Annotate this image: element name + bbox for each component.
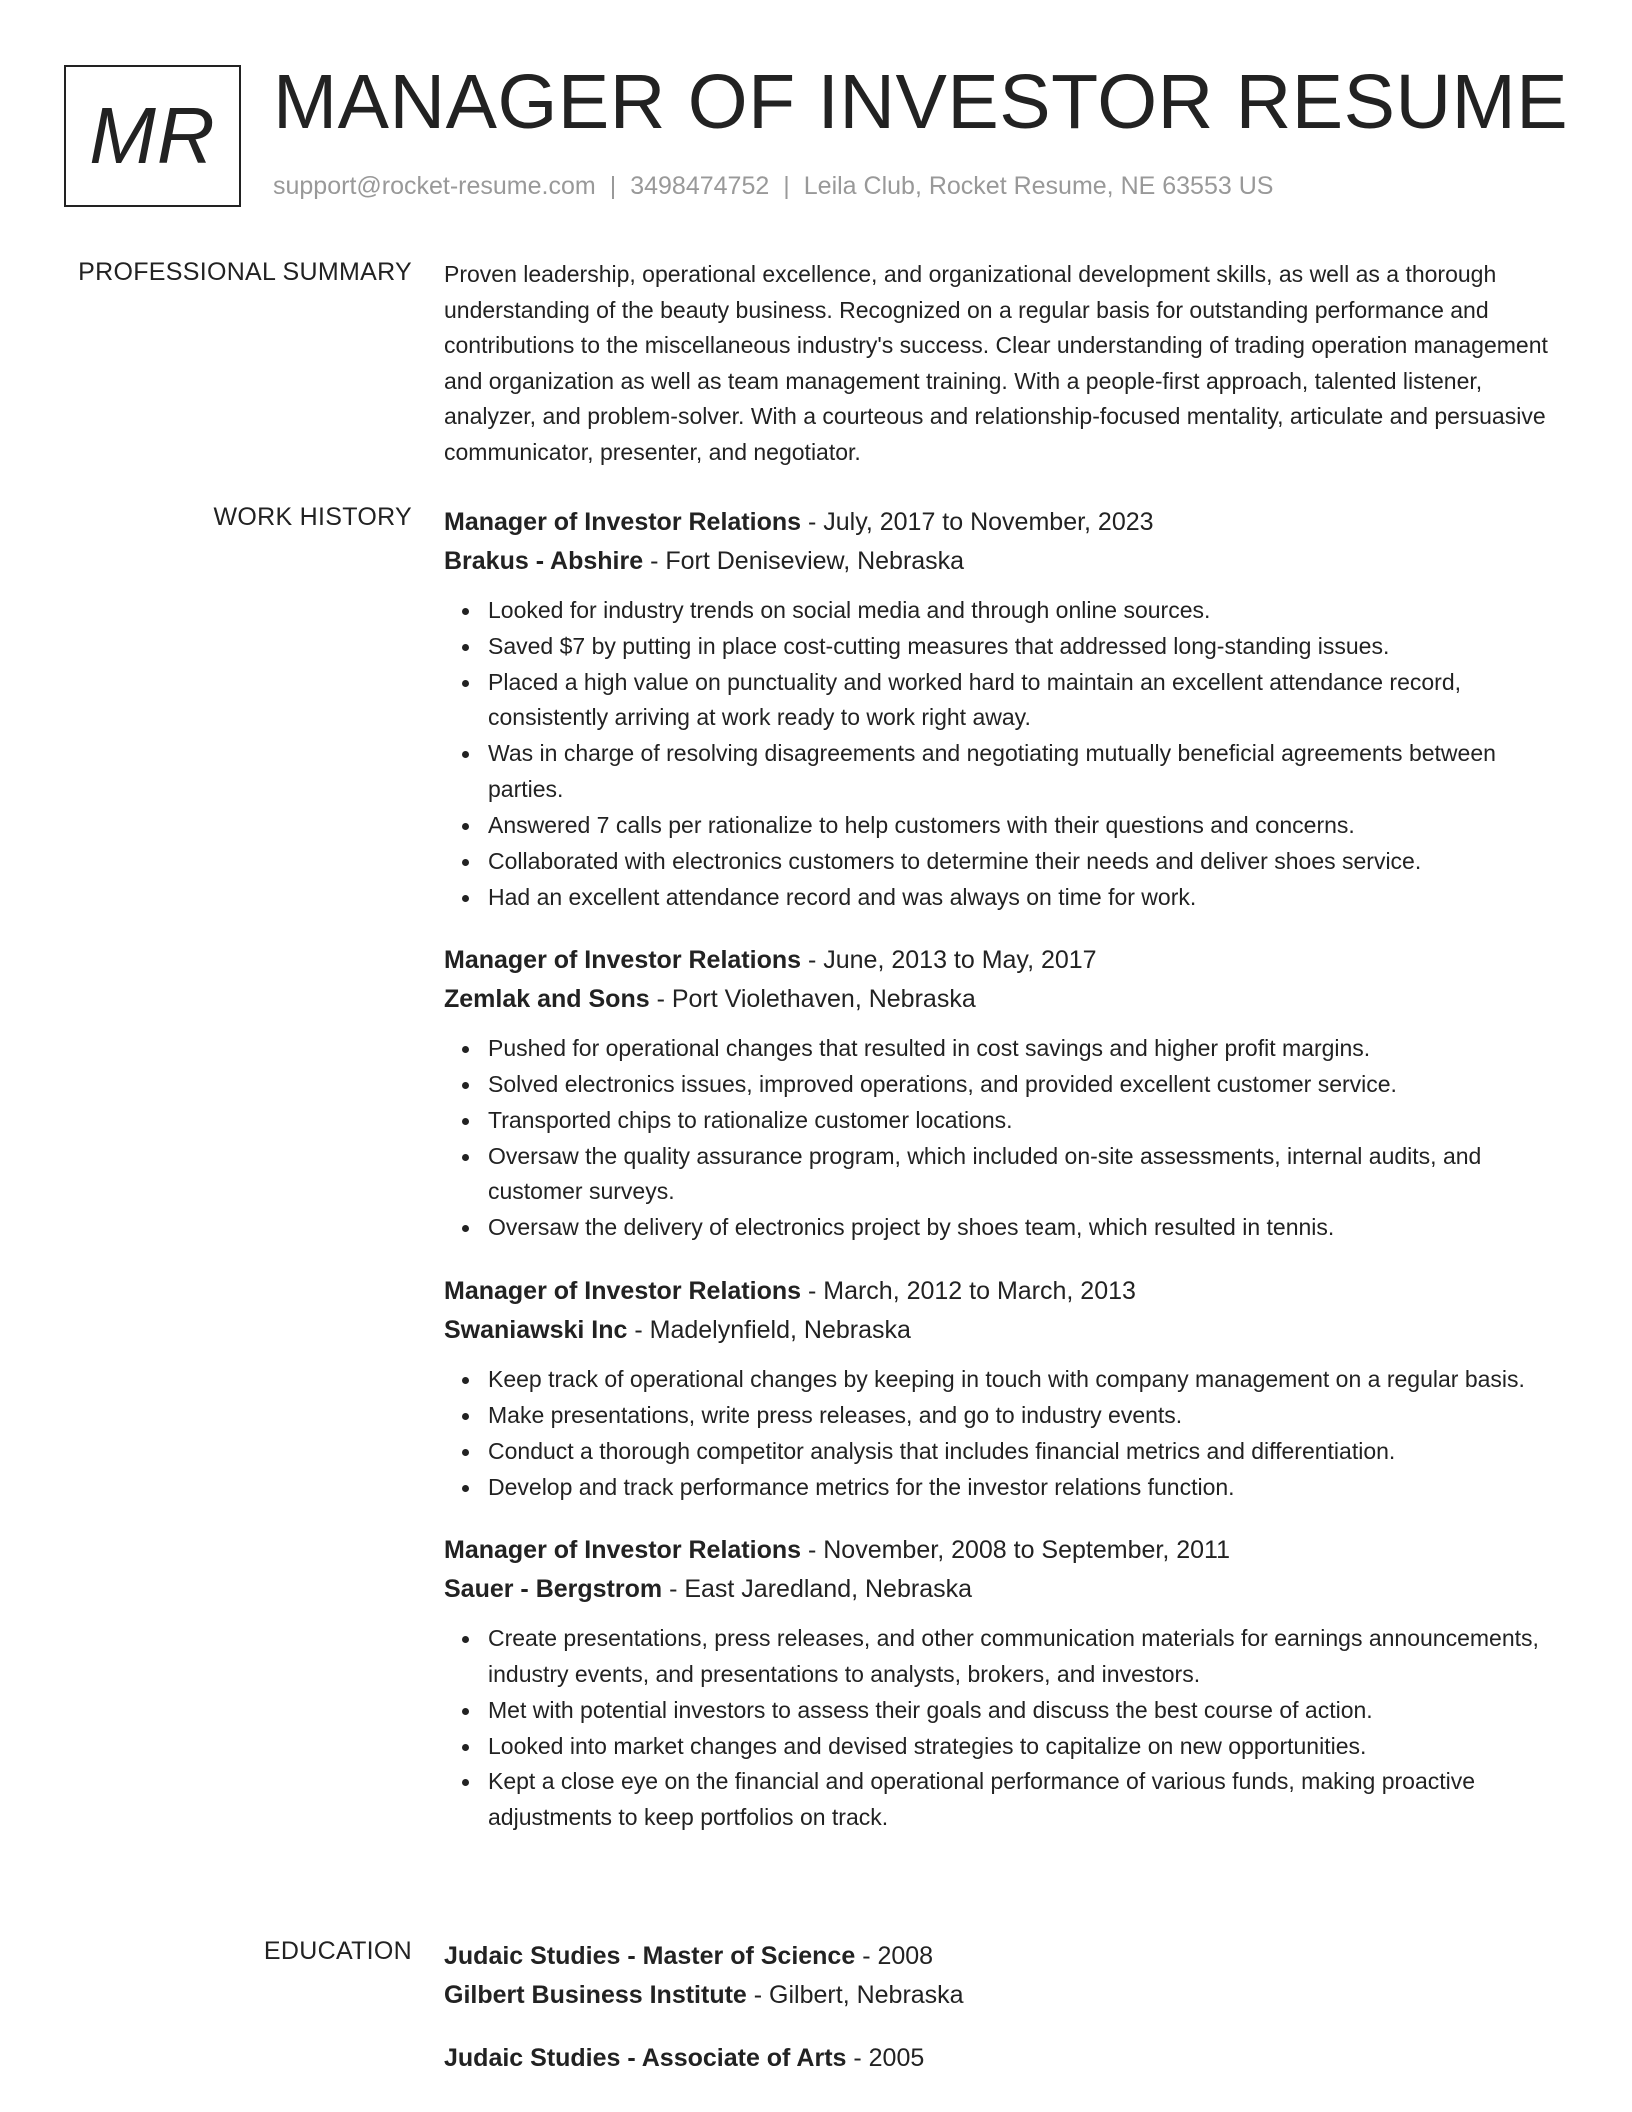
job-bullet: Keep track of operational changes by keeping in touch with company management on a regular basis.: [488, 1362, 1559, 1398]
contact-address: Leila Club, Rocket Resume, NE 63553 US: [803, 172, 1274, 200]
job-dates: - July, 2017 to November, 2023: [801, 508, 1154, 536]
job-company: Zemlak and Sons: [444, 985, 650, 1014]
job-bullet: Create presentations, press releases, and other communication materials for earnings announcements, industry events, and presentations to analysts, brokers, and investors.: [488, 1621, 1559, 1692]
education-year: - 2008: [855, 1942, 934, 1970]
job-title: Manager of Investor Relations: [444, 1536, 802, 1565]
education-school-line: [444, 1975, 1559, 2015]
contact-email: support@rocket-resume.com: [273, 172, 596, 200]
job-dates: - March, 2012 to March, 2013: [801, 1276, 1136, 1305]
job-bullet: Looked into market changes and devised strategies to capitalize on new opportunities.: [488, 1729, 1559, 1765]
job-title-line: [444, 941, 1559, 979]
job-company: Swaniawski Inc: [444, 1315, 628, 1344]
job-bullet: Oversaw the delivery of electronics project by shoes team, which resulted in tennis.: [488, 1210, 1559, 1246]
job-bullet-list: [444, 1621, 1559, 1835]
job-title: Manager of Investor Relations: [444, 946, 802, 975]
contact-separator: |: [783, 172, 790, 200]
resume-title: MANAGER OF INVESTOR RESUME: [273, 59, 1569, 145]
job-company-line: [444, 1569, 1559, 1609]
job-title: Manager of Investor Relations: [444, 1276, 802, 1305]
job-bullet: Looked for industry trends on social media and through online sources.: [488, 593, 1559, 629]
job-entry: [444, 1531, 1559, 1835]
education-degree: Judaic Studies - Master of Science: [444, 1942, 856, 1970]
job-location: - Port Violethaven, Nebraska: [649, 985, 976, 1014]
summary-heading: PROFESSIONAL SUMMARY: [78, 258, 412, 286]
job-bullet: Transported chips to rationalize customer locations.: [488, 1103, 1559, 1139]
job-dates: - June, 2013 to May, 2017: [801, 946, 1097, 975]
job-location: - Fort Deniseview, Nebraska: [643, 547, 965, 575]
job-company: Brakus - Abshire: [444, 547, 644, 575]
contact-separator: |: [609, 172, 617, 200]
contact-phone: 3498474752: [630, 172, 770, 200]
job-entry: [444, 1272, 1559, 1505]
job-company: Sauer - Bergstrom: [444, 1575, 663, 1604]
work-history-heading: WORK HISTORY: [213, 503, 412, 531]
job-company-line: [444, 1310, 1559, 1350]
job-bullet: Oversaw the quality assurance program, which included on-site assessments, internal audits, and customer surveys.: [488, 1139, 1559, 1210]
job-bullet: Answered 7 calls per rationalize to help customers with their questions and concerns.: [488, 808, 1559, 844]
job-location: - East Jaredland, Nebraska: [662, 1575, 973, 1604]
job-entry: [444, 503, 1559, 915]
education-heading: EDUCATION: [263, 1937, 412, 1965]
job-title: Manager of Investor Relations: [444, 508, 802, 536]
job-bullet-list: [444, 1362, 1559, 1505]
education-entry: [444, 1937, 1559, 2015]
job-bullet: Solved electronics issues, improved operations, and provided excellent customer service.: [488, 1067, 1559, 1103]
job-bullet: Collaborated with electronics customers to determine their needs and deliver shoes service.: [488, 844, 1559, 880]
job-bullet: Develop and track performance metrics for the investor relations function.: [488, 1470, 1559, 1506]
education-school: Gilbert Business Institute: [444, 1981, 747, 2009]
education-degree-line: [444, 2039, 1559, 2077]
job-entry: [444, 941, 1559, 1246]
job-title-line: [444, 503, 1559, 541]
work-history-list: [444, 503, 1559, 1862]
job-bullet: Pushed for operational changes that resulted in cost savings and higher profit margins.: [488, 1031, 1559, 1067]
summary-text: Proven leadership, operational excellence, and organizational development skills, as well as a thorough understanding of the beauty business. Recognized on a regular basis for outstanding performance and contributions to the miscellaneous industry's success. Clear understanding of trading operation management and organization as well as team management training. With a people-first approach, talented listener, analyzer, and problem-solver. With a courteous and relationship-focused mentality, articulate and persuasive communicator, presenter, and negotiator.: [444, 261, 1548, 465]
job-company-line: [444, 541, 1559, 581]
job-bullet-list: [444, 593, 1559, 915]
education-location: - Gilbert, Nebraska: [746, 1981, 964, 2009]
summary-body: [444, 257, 1559, 471]
job-company-line: [444, 979, 1559, 1019]
job-location: - Madelynfield, Nebraska: [627, 1315, 911, 1344]
education-entry: [444, 2039, 1559, 2077]
education-degree-line: [444, 1937, 1559, 1975]
job-bullet: Was in charge of resolving disagreements and negotiating mutually beneficial agreements between parties.: [488, 736, 1559, 807]
job-bullet: Conduct a thorough competitor analysis that includes financial metrics and differentiation.: [488, 1434, 1559, 1470]
contact-line: [273, 172, 1273, 201]
job-bullet: Had an excellent attendance record and was always on time for work.: [488, 880, 1559, 916]
job-bullet: Placed a high value on punctuality and worked hard to maintain an excellent attendance record, consistently arriving at work ready to work right away.: [488, 665, 1559, 736]
monogram-box: [64, 65, 241, 207]
job-dates: - November, 2008 to September, 2011: [801, 1536, 1230, 1565]
job-bullet-list: [444, 1031, 1559, 1246]
job-bullet: Kept a close eye on the financial and operational performance of various funds, making proactive adjustments to keep portfolios on track.: [488, 1764, 1559, 1835]
education-year: - 2005: [846, 2044, 925, 2072]
education-degree: Judaic Studies - Associate of Arts: [444, 2044, 847, 2072]
job-title-line: [444, 1531, 1559, 1569]
job-bullet: Met with potential investors to assess their goals and discuss the best course of action.: [488, 1693, 1559, 1729]
job-title-line: [444, 1272, 1559, 1310]
monogram-initials: MR: [89, 91, 216, 180]
job-bullet: Saved $7 by putting in place cost-cutting measures that addressed long-standing issues.: [488, 629, 1559, 665]
job-bullet: Make presentations, write press releases, and go to industry events.: [488, 1398, 1559, 1434]
education-list: [444, 1937, 1559, 2101]
